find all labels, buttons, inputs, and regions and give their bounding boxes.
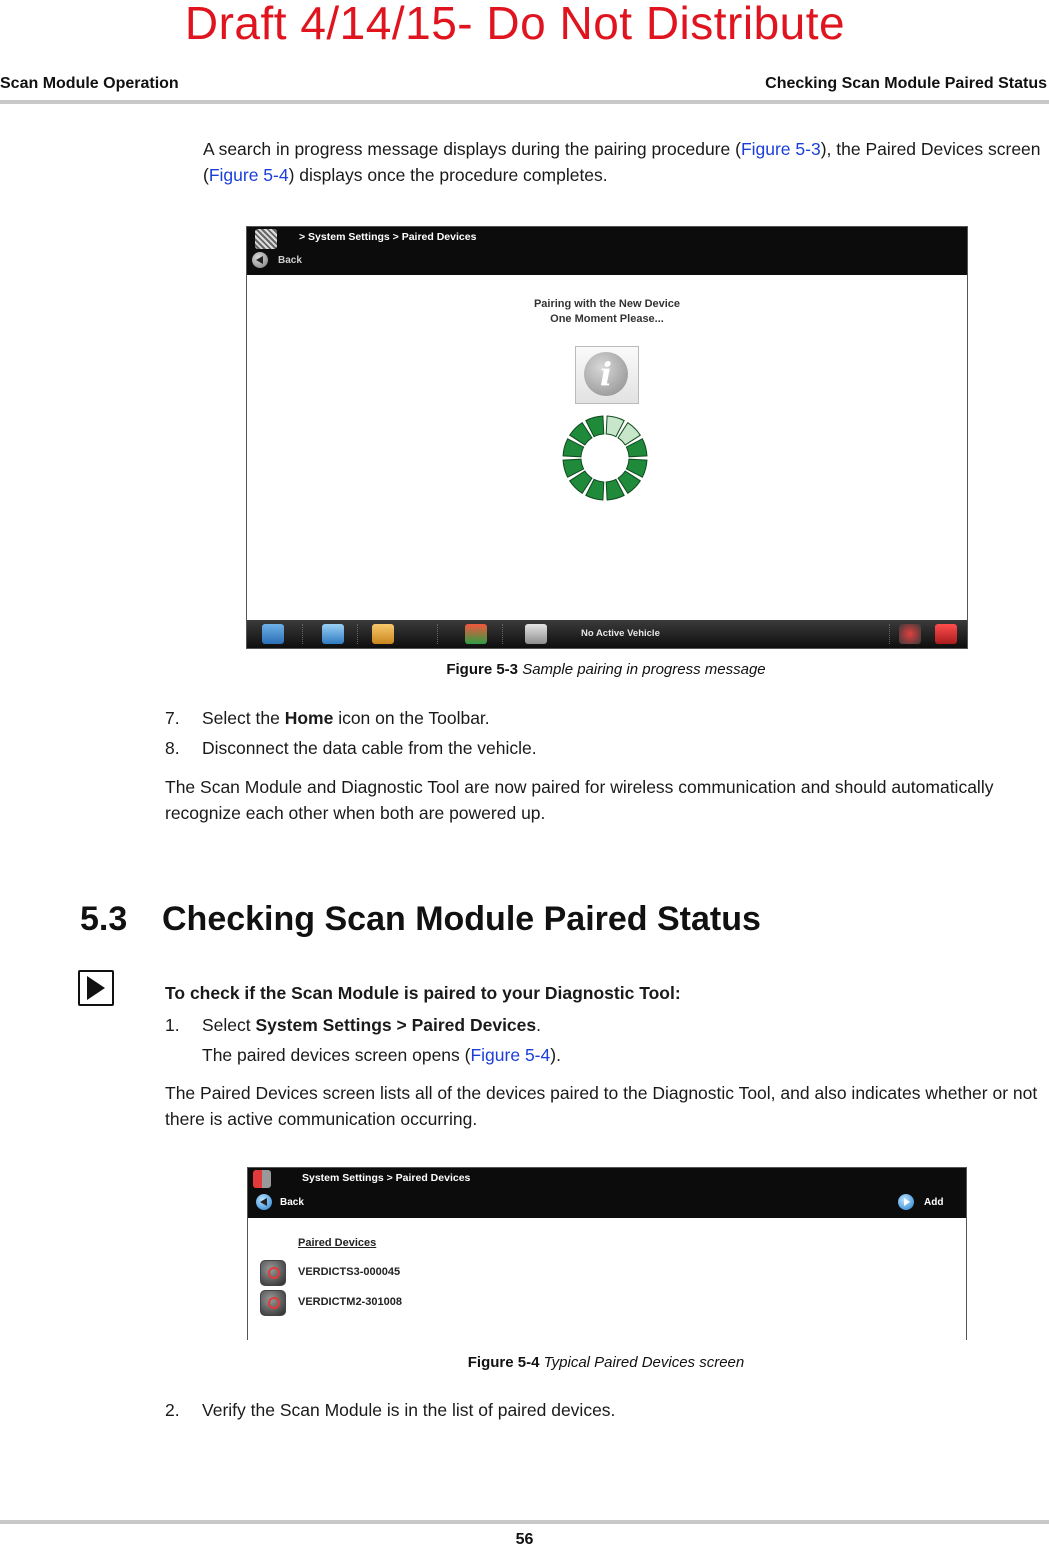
page-number: 56	[515, 1531, 534, 1548]
figure-5-4-caption	[247, 1354, 965, 1371]
step-1-menu-path: System Settings > Paired Devices	[255, 1015, 537, 1035]
print-icon[interactable]	[525, 624, 547, 644]
step-7-text-end: icon on the Toolbar.	[333, 708, 490, 728]
step-2-number: 2.	[165, 1400, 180, 1420]
toolbar-separator	[502, 624, 503, 644]
header-rule	[0, 100, 1049, 104]
scan-module-icon	[260, 1290, 286, 1316]
figure-5-3-caption-label: Figure 5-3	[446, 661, 519, 678]
back-button-label[interactable]: Back	[278, 255, 302, 266]
figure-5-4-link[interactable]: Figure 5-4	[208, 165, 289, 185]
vehicle-selection-icon[interactable]	[465, 624, 487, 644]
data-list-icon[interactable]	[322, 624, 344, 644]
intro-text-1: A search in progress message displays during the pairing procedure (	[203, 139, 741, 159]
step-2	[165, 1397, 615, 1423]
figure-5-4-link[interactable]: Figure 5-4	[470, 1045, 551, 1065]
toolbar	[247, 620, 967, 648]
section-heading	[80, 900, 761, 939]
toolbar-separator	[437, 624, 438, 644]
pairing-message-line-2: One Moment Please...	[550, 313, 664, 325]
scan-module-status-icon[interactable]	[899, 624, 921, 644]
toolbar-separator	[302, 624, 303, 644]
paired-summary-paragraph: The Scan Module and Diagnostic Tool are now paired for wireless communication and should automatically recognize each other when both are powered up.	[165, 777, 994, 823]
paired-devices-paragraph: The Paired Devices screen lists all of the devices paired to the Diagnostic Tool, and also indicates whether or not there is active communication occurring.	[165, 1083, 1038, 1129]
step-7-text: Select the	[202, 708, 285, 728]
draft-watermark: Draft 4/14/15- Do Not Distribute	[184, 0, 846, 49]
no-active-vehicle-label: No Active Vehicle	[581, 628, 660, 639]
figure-5-4-caption-text: Typical Paired Devices screen	[543, 1354, 745, 1371]
back-arrow-icon[interactable]	[256, 1194, 272, 1210]
add-button-label[interactable]: Add	[924, 1197, 944, 1208]
pairing-message-line-1: Pairing with the New Device	[533, 298, 681, 310]
intro-paragraph	[203, 136, 1048, 188]
step-1-result	[202, 1042, 561, 1068]
add-arrow-icon[interactable]	[898, 1194, 914, 1210]
section-number: 5.3	[80, 900, 128, 938]
title-bar	[248, 1168, 966, 1218]
step-7	[165, 705, 490, 731]
figure-5-3-screenshot	[246, 226, 968, 649]
paired-devices-title: Paired Devices	[298, 1237, 377, 1249]
figure-5-4-caption-label: Figure 5-4	[467, 1354, 540, 1371]
toolbar-separator	[889, 624, 890, 644]
settings-gear-icon	[255, 229, 277, 249]
step-1-text: Select	[202, 1015, 256, 1035]
breadcrumb: > System Settings > Paired Devices	[299, 231, 477, 243]
figure-5-4-screenshot	[247, 1167, 967, 1340]
back-arrow-icon[interactable]	[252, 252, 268, 268]
back-button-label[interactable]: Back	[280, 1197, 304, 1208]
figure-5-3-caption-text: Sample pairing in progress message	[522, 661, 766, 678]
paired-device-item[interactable]: VERDICTS3-000045	[298, 1266, 401, 1278]
step-8	[165, 735, 537, 761]
intro-text-3: ) displays once the procedure completes.	[288, 165, 608, 185]
step-8-text: Disconnect the data cable from the vehicle.	[202, 738, 537, 758]
toolbar-separator	[357, 624, 358, 644]
step-1-number: 1.	[165, 1015, 180, 1035]
pairing-message	[247, 297, 967, 327]
step-1	[165, 1012, 541, 1038]
settings-icon	[253, 1170, 271, 1188]
header-section-title: Checking Scan Module Paired Status	[765, 75, 1047, 92]
step-7-home-term: Home	[284, 708, 334, 728]
header-chapter-title: Scan Module Operation	[0, 75, 179, 92]
breadcrumb: System Settings > Paired Devices	[302, 1172, 471, 1184]
intro-text-2: ), the Paired Devices screen (	[203, 139, 1041, 185]
tools-icon[interactable]	[372, 624, 394, 644]
footer-rule	[0, 1520, 1049, 1524]
paired-device-item[interactable]: VERDICTM2-301008	[298, 1296, 402, 1308]
section-title: Checking Scan Module Paired Status	[162, 900, 761, 938]
scan-module-icon	[260, 1260, 286, 1286]
step-1-result-text: The paired devices screen opens (	[202, 1045, 471, 1065]
info-icon-frame	[575, 346, 639, 404]
step-1-result-text-end: ).	[550, 1045, 561, 1065]
step-7-number: 7.	[165, 708, 180, 728]
step-2-text: Verify the Scan Module is in the list of paired devices.	[202, 1400, 616, 1420]
title-bar	[247, 227, 967, 275]
info-icon: i	[584, 352, 628, 396]
figure-5-3-link[interactable]: Figure 5-3	[740, 139, 821, 159]
progress-spinner-icon	[560, 413, 650, 503]
home-icon[interactable]	[262, 624, 284, 644]
step-8-number: 8.	[165, 738, 180, 758]
battery-status-icon[interactable]	[935, 624, 957, 644]
procedure-heading: To check if the Scan Module is paired to your Diagnostic Tool:	[165, 983, 681, 1003]
procedure-arrow-icon	[78, 970, 114, 1006]
figure-5-3-caption	[246, 661, 966, 678]
step-1-text-end: .	[536, 1015, 541, 1035]
